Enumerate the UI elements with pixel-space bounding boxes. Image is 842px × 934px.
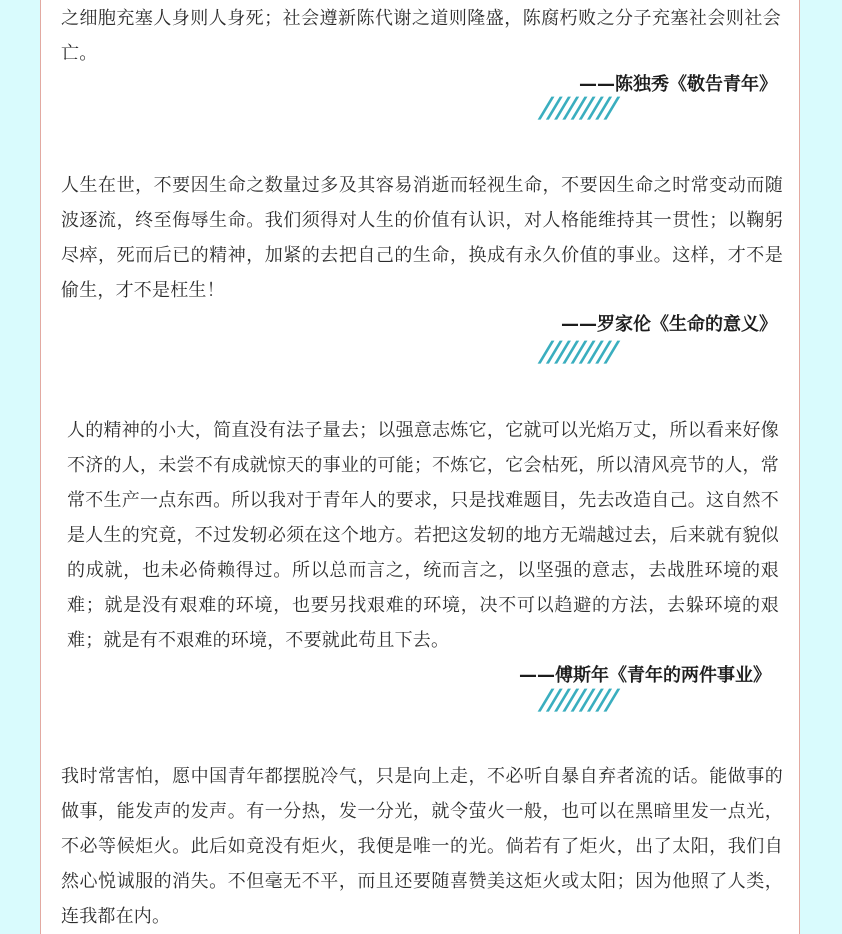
quote-paragraph-chen-duxiu: 之细胞充塞人身则人身死；社会遵新陈代谢之道则隆盛，陈腐朽败之分子充塞社会则社会亡。 (61, 8, 781, 64)
slash-divider-3: ///////// (536, 683, 620, 716)
quote-paragraph-luo-jialun: 人生在世，不要因生命之数量过多及其容易消逝而轻视生命，不要因生命之时常变动而随波逐流，终至侮辱生命。我们须得对人生的价值有认识，对人格能维持其一贯性；以鞠躬尽瘁，死而后已的精神，加紧的去把自己的生命，换成有永久价值的事业。这样，才不是偷生，才不是枉生！ (61, 175, 783, 301)
slash-divider-2: ///////// (536, 335, 620, 368)
quote-paragraph-lu-xun: 我时常害怕，愿中国青年都摆脱冷气，只是向上走，不必听自暴自弃者流的话。能做事的做事，能发声的发声。有一分热，发一分光，就令萤火一般，也可以在黑暗里发一点光，不必等候炬火。此后如竟没有炬火，我便是唯一的光。倘若有了炬火，出了太阳，我们自然心悦诚服的消失。不但毫无不平，而且还要随喜赞美这炬火或太阳；因为他照了人类，连我都在内。 (61, 766, 783, 927)
article-card (40, 0, 800, 934)
attribution-luo-jialun: ——罗家伦《生命的意义》 (561, 314, 777, 335)
attribution-chen-duxiu: ——陈独秀《敬告青年》 (579, 74, 777, 95)
quote-paragraph-fu-sinian: 人的精神的小大，简直没有法子量去；以强意志炼它，它就可以光焰万丈，所以看来好像不济的人，未尝不有成就惊天的事业的可能；不炼它，它会枯死，所以清风亮节的人，常常不生产一点东西。所以我对于青年人的要求，只是找难题目，先去改造自己。这自然不是人生的究竟，不过发轫必须在这个地方。若把这发轫的地方无端越过去，后来就有貌似的成就，也未必倚赖得过。所以总而言之，统而言之，以坚强的意志，去战胜环境的艰难；就是没有艰难的环境，也要另找艰难的环境，决不可以趋避的方法，去躲环境的艰难；就是有不艰难的环境，不要就此苟且下去。 (67, 420, 779, 651)
slash-divider-1: ///////// (536, 91, 620, 124)
attribution-fu-sinian: ——傅斯年《青年的两件事业》 (519, 665, 771, 686)
